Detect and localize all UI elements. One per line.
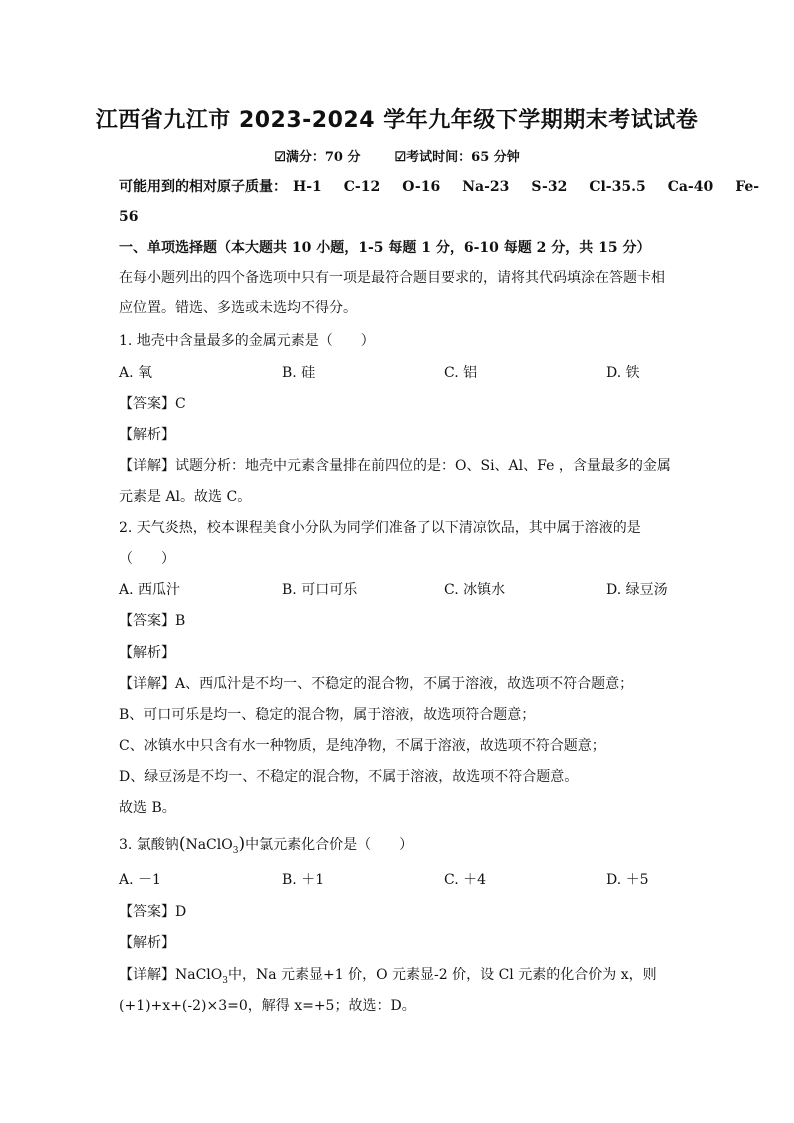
option-c: C. 冰镇水: [444, 582, 506, 598]
question-stem: [119, 834, 413, 861]
option-a: A. 氧: [119, 365, 153, 381]
atomic-mass-prefix: 可能用到的相对原子质量：: [119, 179, 287, 195]
detail-line: 【详解】试题分析：地壳中元素含量排在前四位的是：O、Si、Al、Fe ，含量最多的金属: [119, 458, 671, 474]
atomic-mass-line: [119, 177, 759, 197]
option-c: C. 铝: [444, 365, 478, 381]
detail-line: [119, 965, 657, 991]
exam-time: ☑考试时间：65 分钟: [394, 150, 520, 165]
option-d: D. ＋5: [606, 872, 649, 888]
formula: ): [238, 834, 246, 854]
analysis-label: 【解析】: [119, 427, 175, 443]
detail-line: D、绿豆汤是不均一、不稳定的混合物，不属于溶液，故选项不符合题意。: [119, 769, 579, 785]
question-stem: 2. 天气炎热，校本课程美食小分队为同学们准备了以下清凉饮品，其中属于溶液的是: [119, 520, 641, 536]
atomic-mass-item: S-32: [531, 179, 568, 195]
atomic-mass-item: C-12: [343, 179, 381, 195]
answer: 【答案】B: [119, 613, 186, 629]
question-stem: 1. 地壳中含量最多的金属元素是（ ）: [119, 333, 375, 349]
page-title: 江西省九江市 2023-2024 学年九年级下学期期末考试试卷: [95, 108, 699, 133]
detail-line: 元素是 Al。故选 C。: [119, 489, 252, 505]
detail-line: (+1)+x+(-2)×3=0，解得 x=+5；故选：D。: [119, 998, 416, 1014]
atomic-mass-item: Na-23: [462, 179, 510, 195]
atomic-mass-item: H-1: [293, 179, 322, 195]
answer: 【答案】D: [119, 904, 187, 920]
section-instruction: 在每小题列出的四个备选项中只有一项是最符合题目要求的，请将其代码填涂在答题卡相: [119, 270, 665, 286]
atomic-mass-item: Ca-40: [667, 179, 714, 195]
formula: (: [178, 834, 186, 854]
formula-text: NaClO: [185, 837, 233, 853]
analysis-label: 【解析】: [119, 645, 175, 661]
section-heading: 一、单项选择题（本大题共 10 小题，1-5 每题 1 分，6-10 每题 2 分，共 15 分）: [119, 240, 651, 256]
formula-subscript: 3: [222, 975, 228, 986]
option-d: D. 绿豆汤: [606, 582, 668, 598]
section-instruction: 应位置。错选、多选或未选均不得分。: [119, 300, 357, 316]
full-score: ☑满分：70 分: [274, 150, 361, 165]
option-a: A. 西瓜汁: [119, 582, 181, 598]
analysis-label: 【解析】: [119, 935, 175, 951]
answer: 【答案】C: [119, 396, 186, 412]
detail-line: B、可口可乐是均一、稳定的混合物，属于溶液，故选项符合题意；: [119, 707, 536, 723]
option-c: C. ＋4: [444, 872, 487, 888]
option-b: B. ＋1: [282, 872, 325, 888]
detail-text: 【详解】NaClO: [119, 967, 223, 983]
option-a: A. －1: [119, 872, 161, 888]
atomic-mass-item: Fe-: [735, 179, 760, 195]
atomic-mass-item: Cl-35.5: [589, 179, 646, 195]
option-d: D. 铁: [606, 365, 640, 381]
question-stem-cont: （ ）: [119, 551, 175, 567]
stem-text: 中氯元素化合价是（ ）: [245, 837, 414, 853]
atomic-mass-item: O-16: [402, 179, 441, 195]
detail-line: C、冰镇水中只含有水一种物质，是纯净物，不属于溶液，故选项不符合题意；: [119, 738, 606, 754]
stem-text: 3. 氯酸钠: [119, 837, 179, 853]
option-b: B. 可口可乐: [282, 582, 358, 598]
option-b: B. 硅: [282, 365, 316, 381]
detail-line: 【详解】A、西瓜汁是不均一、不稳定的混合物，不属于溶液，故选项不符合题意；: [119, 676, 634, 692]
atomic-mass-tail: 56: [119, 209, 139, 225]
exam-meta: [0, 146, 794, 165]
detail-line: 故选 B。: [119, 800, 176, 816]
detail-text: 中，Na 元素显+1 价，O 元素显-2 价，设 Cl 元素的化合价为 x，则: [228, 967, 657, 983]
formula-subscript: 3: [232, 845, 239, 856]
